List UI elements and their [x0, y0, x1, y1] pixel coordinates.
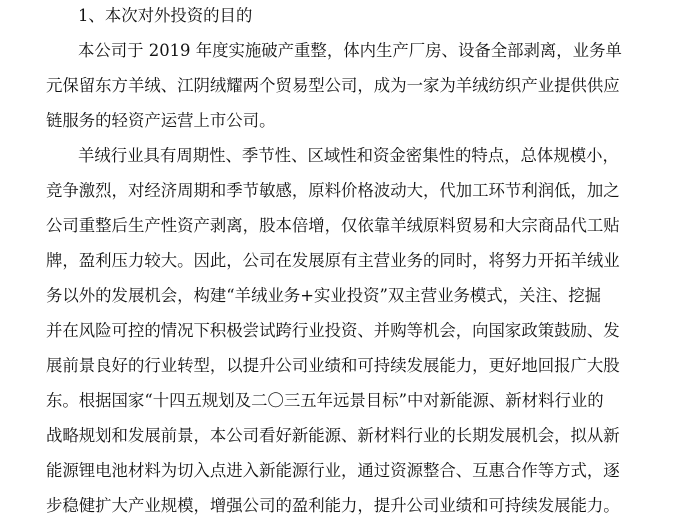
paragraph-line: 并在风险可控的情况下积极尝试跨行业投资、并购等机会，向国家政策鼓励、发 [46, 321, 620, 340]
paragraph-line: 展前景良好的行业转型，以提升公司业绩和可持续发展能力，更好地回报广大股 [46, 356, 620, 375]
paragraph-line: 公司重整后生产性资产剥离，股本倍增，仅依靠羊绒原料贸易和大宗商品代工贴 [46, 216, 620, 235]
paragraph-line: 战略规划和发展前景，本公司看好新能源、新材料行业的长期发展机会，拟从新 [46, 426, 620, 445]
section-heading: 1、本次对外投资的目的 [78, 6, 253, 25]
paragraph-line: 东。根据国家“十四五规划及二〇三五年远景目标”中对新能源、新材料行业的 [46, 391, 604, 410]
paragraph-line: 能源锂电池材料为切入点进入新能源行业，通过资源整合、互惠合作等方式，逐 [46, 461, 620, 480]
paragraph-line: 元保留东方羊绒、江阴绒耀两个贸易型公司，成为一家为羊绒纺织产业提供供应 [46, 76, 620, 95]
paragraph-line: 羊绒行业具有周期性、季节性、区域性和资金密集性的特点，总体规模小， [78, 146, 619, 165]
paragraph-line: 步稳健扩大产业规模，增强公司的盈利能力，提升公司业绩和可持续发展能力。 [46, 496, 620, 515]
paragraph-line: 竞争激烈，对经济周期和季节敏感，原料价格波动大，代加工环节利润低，加之 [46, 181, 620, 200]
paragraph-line: 牌，盈利压力较大。因此，公司在发展原有主营业务的同时，将努力开拓羊绒业 [46, 251, 620, 270]
paragraph-line: 务以外的发展机会，构建“羊绒业务+实业投资”双主营业务模式，关注、挖掘 [46, 286, 601, 305]
paragraph-line: 链服务的轻资产运营上市公司。 [46, 111, 276, 130]
paragraph-line: 本公司于 2019 年度实施破产重整，体内生产厂房、设备全部剥离，业务单 [78, 41, 622, 60]
